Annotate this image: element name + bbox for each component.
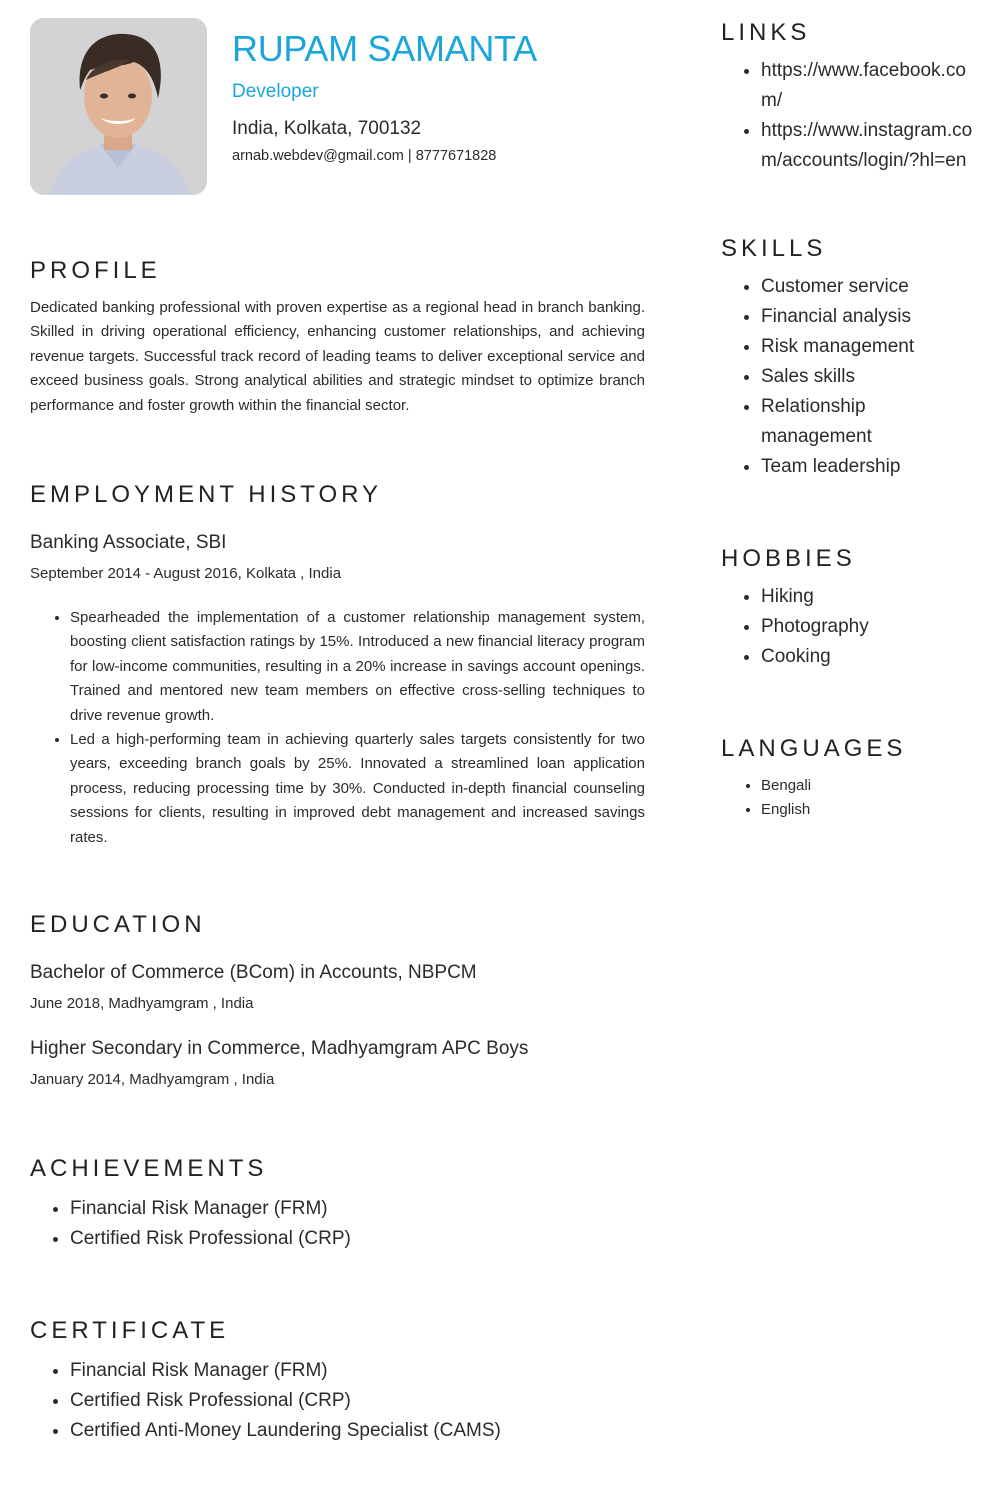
section-title: CERTIFICATE bbox=[30, 1317, 230, 1345]
job-meta: September 2014 - August 2016, Kolkata , India bbox=[30, 565, 342, 583]
list-item: • Bengali bbox=[761, 774, 983, 798]
person-avatar-icon bbox=[30, 18, 207, 195]
list-item: • Team leadership bbox=[761, 452, 983, 482]
candidate-name: RUPAM SAMANTA bbox=[232, 28, 537, 69]
achievements-list bbox=[30, 1194, 645, 1254]
education-meta: January 2014, Madhyamgram , India bbox=[30, 1071, 275, 1089]
list-item: • Led a high-performing team in achieving quarterly sales targets consistently for two years, exceeding branch goals by 25%. Innovated a streamlined loan application process, reducing processing time by 30%. Conducted in-depth financial counseling sessions for clients, resulting in improved debt management and increased savings rates. bbox=[70, 728, 645, 850]
languages-section bbox=[721, 734, 983, 822]
section-title: LANGUAGES bbox=[721, 735, 907, 762]
job-role: Developer bbox=[232, 81, 319, 102]
list-item: • Certified Risk Professional (CRP) bbox=[70, 1386, 645, 1416]
address: India, Kolkata, 700132 bbox=[232, 118, 422, 139]
sidebar-column bbox=[721, 18, 983, 822]
links-list bbox=[721, 56, 983, 176]
list-item: • Financial Risk Manager (FRM) bbox=[70, 1356, 645, 1386]
education-title: Higher Secondary in Commerce, Madhyamgram APC Boys bbox=[30, 1038, 529, 1060]
list-item: • Sales skills bbox=[761, 362, 983, 392]
section-title: EMPLOYMENT HISTORY bbox=[30, 481, 383, 509]
achievements-section bbox=[30, 1154, 645, 1254]
education-entry bbox=[30, 1036, 645, 1090]
employment-section bbox=[30, 480, 645, 850]
section-title: HOBBIES bbox=[721, 545, 856, 572]
certificate-section bbox=[30, 1316, 645, 1446]
list-item: • Photography bbox=[761, 612, 983, 642]
list-item: • Financial analysis bbox=[761, 302, 983, 332]
section-title: ACHIEVEMENTS bbox=[30, 1155, 268, 1183]
list-item: • Hiking bbox=[761, 582, 983, 612]
header-info bbox=[232, 18, 537, 196]
hobbies-section bbox=[721, 544, 983, 672]
profile-photo bbox=[30, 18, 207, 195]
section-title: SKILLS bbox=[721, 235, 827, 262]
instagram-link[interactable] bbox=[761, 116, 983, 176]
list-item: • English bbox=[761, 798, 983, 822]
section-title: PROFILE bbox=[30, 257, 161, 284]
list-item: • Risk management bbox=[761, 332, 983, 362]
list-item: • Cooking bbox=[761, 642, 983, 672]
skills-section bbox=[721, 234, 983, 482]
profile-text: Dedicated banking professional with proven expertise as a regional head in branch banking. Skilled in driving operational efficiency, enhancing customer relationships, and achieving revenue targets. Successful track record of leading teams to deliver exceptional service and exceed business goals. Strong analytical abilities and strategic mindset to optimize branch performance and foster growth within the financial sector. bbox=[30, 299, 645, 414]
job-entry bbox=[30, 530, 645, 850]
resume-header bbox=[30, 18, 645, 196]
certificate-list bbox=[30, 1356, 645, 1446]
job-title: Banking Associate, SBI bbox=[30, 532, 227, 554]
links-section bbox=[721, 18, 983, 176]
list-item: • Customer service bbox=[761, 272, 983, 302]
section-title: EDUCATION bbox=[30, 911, 206, 939]
education-meta: June 2018, Madhyamgram , India bbox=[30, 995, 254, 1013]
link-text[interactable]: https://www.facebook.com/ bbox=[761, 60, 966, 111]
education-title: Bachelor of Commerce (BCom) in Accounts, NBPCM bbox=[30, 962, 477, 984]
contact-info: arnab.webdev@gmail.com | 8777671828 bbox=[232, 148, 497, 164]
job-bullets bbox=[30, 606, 645, 850]
education-entry bbox=[30, 960, 645, 1014]
main-column bbox=[30, 18, 645, 1446]
list-item: • Spearheaded the implementation of a customer relationship management system, boosting client satisfaction ratings by 15%. Introduced a new financial literacy program for low-income communities, resulting in a 20% increase in savings account openings. Trained and mentored new team members on effective cross-selling techniques to drive revenue growth. bbox=[70, 606, 645, 728]
profile-section bbox=[30, 256, 645, 418]
facebook-link[interactable] bbox=[761, 56, 983, 116]
hobbies-list bbox=[721, 582, 983, 672]
list-item: • Relationship management bbox=[761, 392, 881, 452]
section-title: LINKS bbox=[721, 19, 811, 46]
skills-list bbox=[721, 272, 983, 482]
education-section bbox=[30, 910, 645, 1090]
link-text[interactable]: https://www.instagram.com/accounts/login/?hl=en bbox=[761, 120, 973, 171]
list-item: • Financial Risk Manager (FRM) bbox=[70, 1194, 645, 1224]
list-item: • Certified Anti-Money Laundering Specialist (CAMS) bbox=[70, 1416, 645, 1446]
languages-list bbox=[721, 774, 983, 822]
list-item: • Certified Risk Professional (CRP) bbox=[70, 1224, 645, 1254]
